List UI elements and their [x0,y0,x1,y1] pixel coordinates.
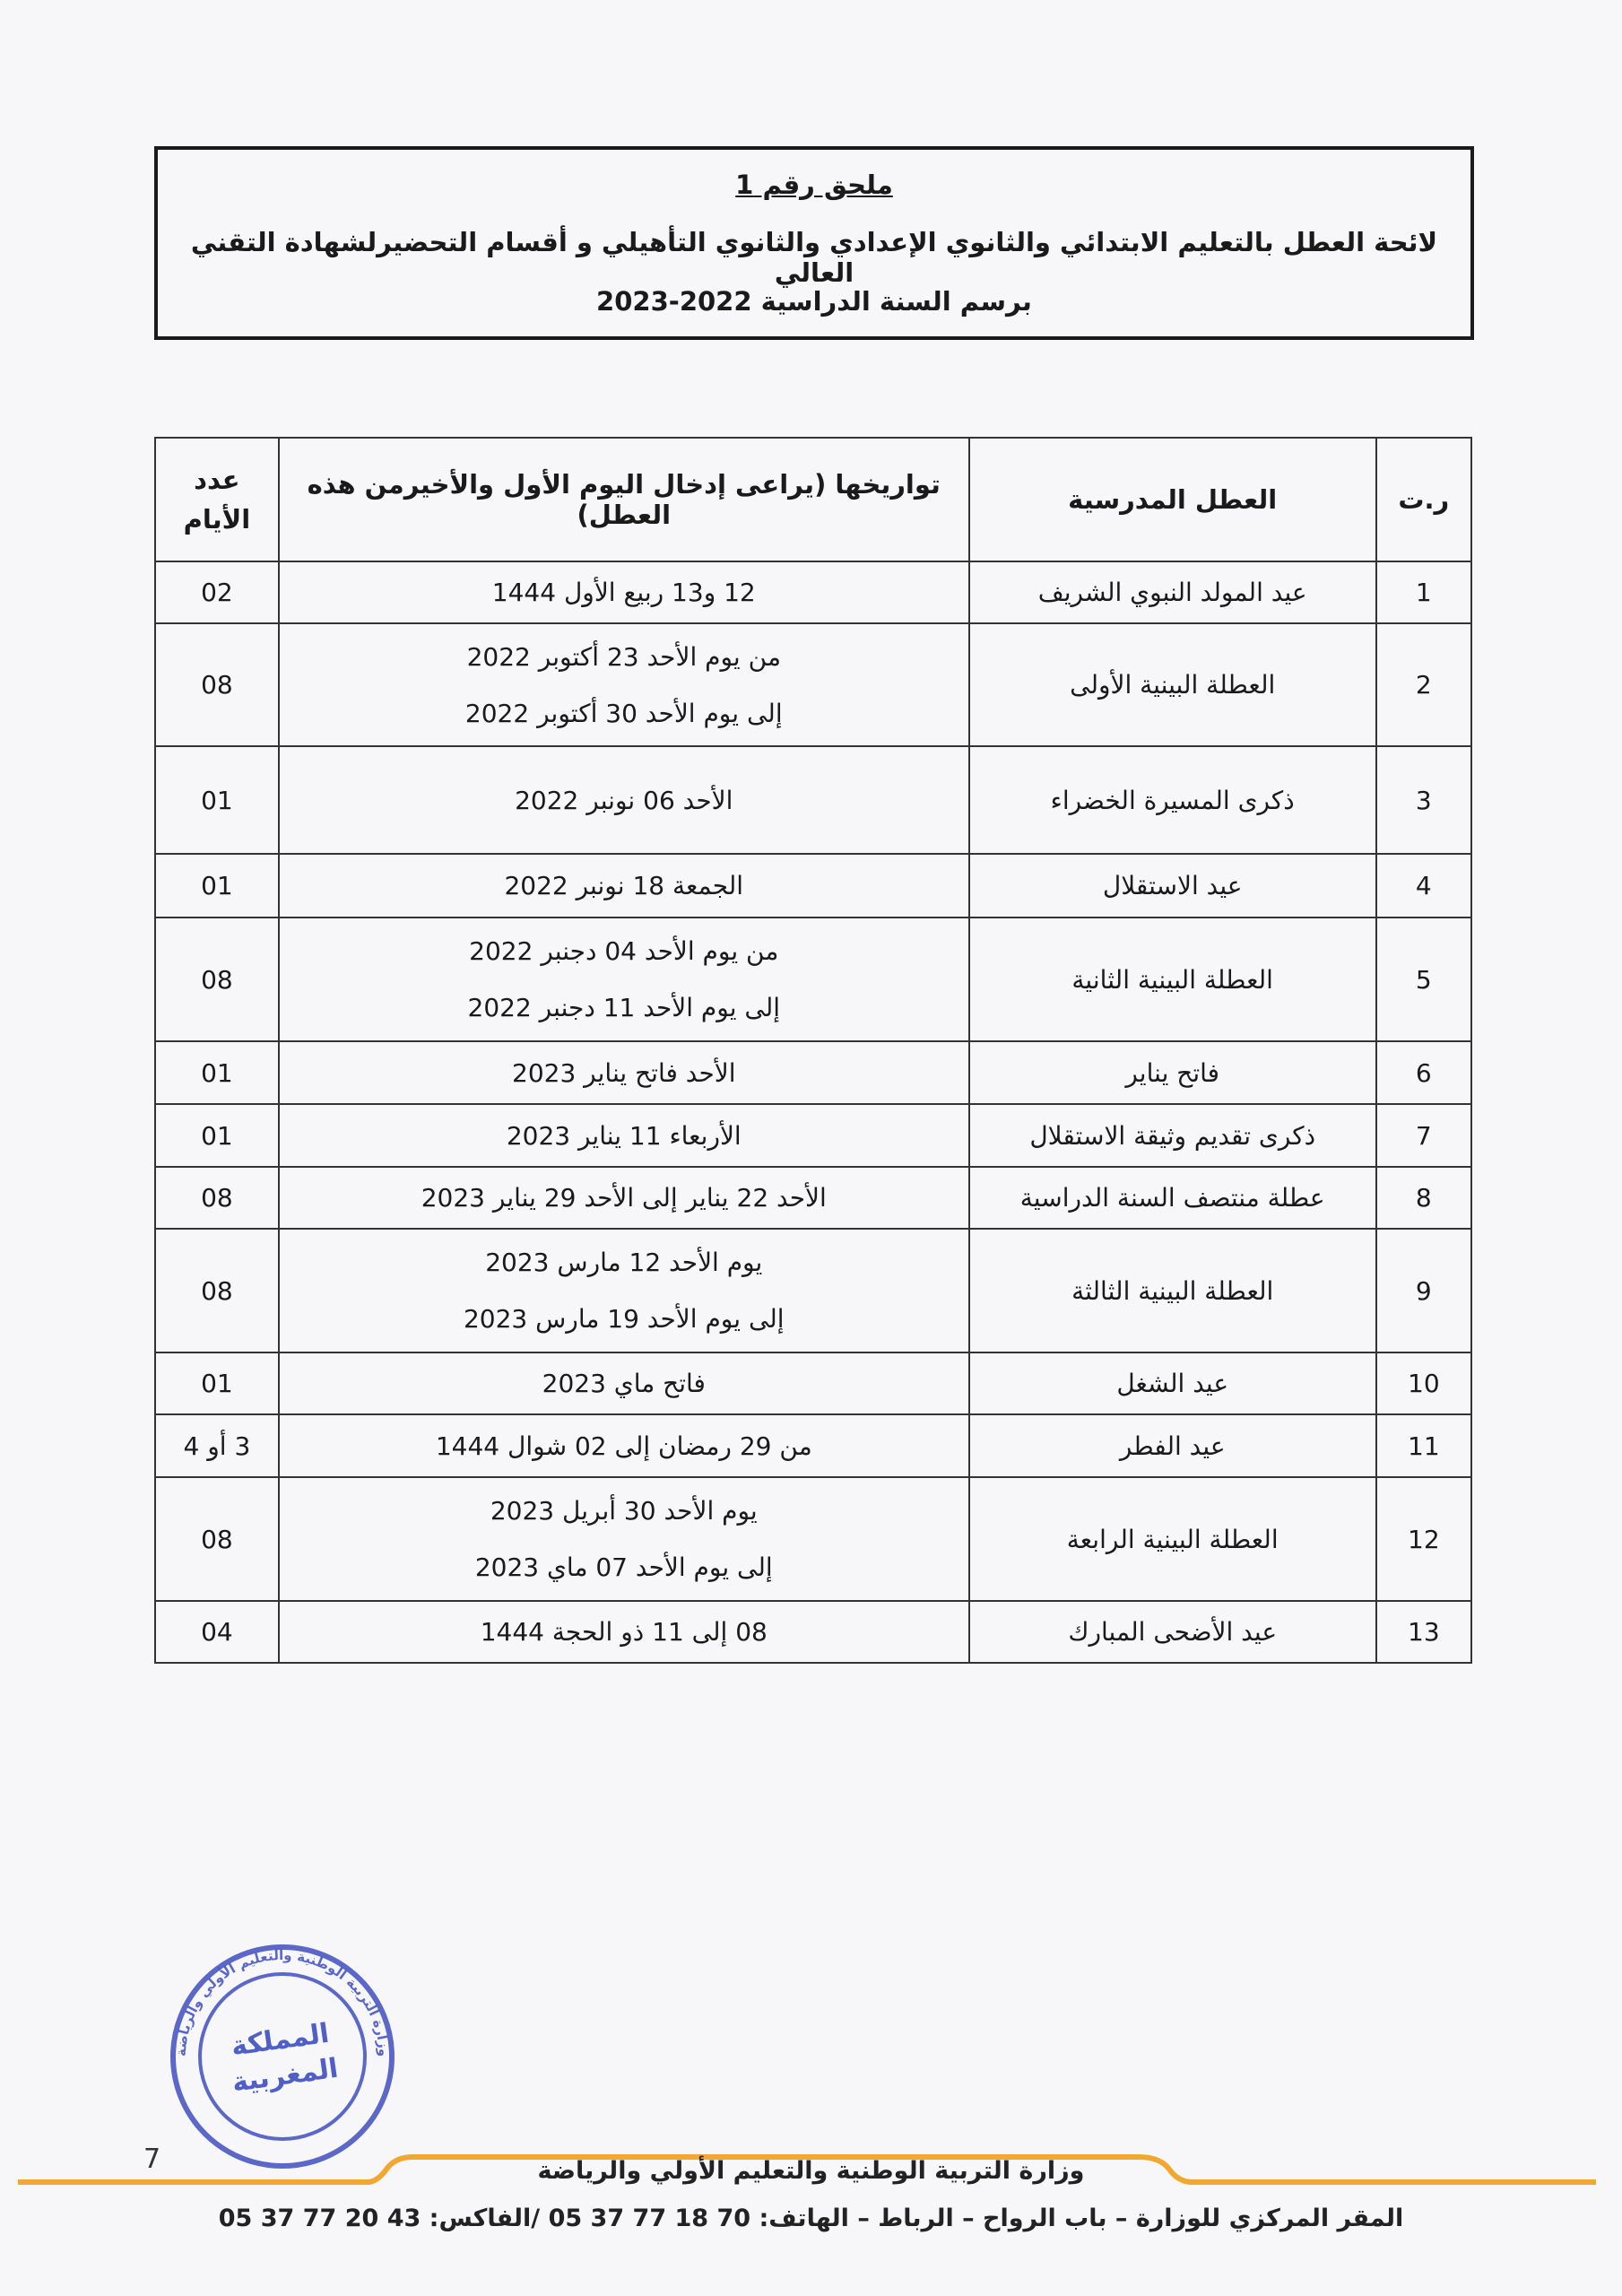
row-date-to: إلى يوم الأحد 11 دجنبر 2022 [467,993,781,1022]
row-days: 01 [155,746,279,854]
table-row [155,1601,1471,1663]
row-number: 7 [1376,1104,1471,1167]
row-dates [279,1601,969,1663]
table-row [155,1352,1471,1414]
table-row [155,623,1471,746]
table-row [155,746,1471,854]
row-date-from: من يوم الأحد 04 دجنبر 2022 [469,936,779,966]
row-days: 04 [155,1601,279,1663]
row-number: 1 [1376,561,1471,623]
table-row [155,1167,1471,1229]
row-holiday: عيد المولد النبوي الشريف [969,561,1376,623]
row-dates [279,854,969,918]
table-row [155,1414,1471,1477]
holidays-table [154,437,1472,1664]
stamp-text-line1: المملكة [229,2017,332,2063]
row-date: 08 إلى 11 ذو الحجة 1444 [480,1617,768,1647]
row-date: فاتح ماي 2023 [542,1369,706,1398]
document-subject: لائحة العطل بالتعليم الابتدائي والثانوي الإعدادي والثانوي التأهيلي و أقسام التحضيرلشهادة التقني العالي [190,227,1438,288]
row-number: 3 [1376,746,1471,854]
table-header-row [155,438,1471,561]
row-days: 08 [155,918,279,1041]
row-date-to: إلى يوم الأحد 30 أكتوبر 2022 [464,698,783,728]
row-dates [279,918,969,1041]
row-date-from: يوم الأحد 12 مارس 2023 [485,1248,763,1277]
row-days: 08 [155,623,279,746]
header-box [154,146,1474,340]
header-days-line1: عدد [194,465,240,495]
row-dates [279,561,969,623]
annex-title: ملحق رقم 1 [735,170,893,200]
row-days: 01 [155,854,279,918]
table-row [155,1229,1471,1352]
row-holiday: فاتح يناير [969,1041,1376,1104]
row-date-from: يوم الأحد 30 أبريل 2023 [490,1496,758,1526]
row-number: 10 [1376,1352,1471,1414]
header-days-line2: الأيام [183,504,251,535]
footer-address: المقر المركزي للوزارة – باب الرواح – الرباط – الهاتف: 70 18 77 37 05 /الفاكس: 43 20 77 37 05 [218,2205,1404,2232]
row-date: الأحد 22 يناير إلى الأحد 29 يناير 2023 [421,1183,827,1213]
row-date: من 29 رمضان إلى 02 شوال 1444 [435,1431,812,1461]
row-holiday: العطلة البينية الثانية [969,918,1376,1041]
row-dates [279,746,969,854]
row-date-to: إلى يوم الأحد 19 مارس 2023 [463,1304,785,1334]
table-row [155,1104,1471,1167]
row-days: 08 [155,1229,279,1352]
table-row [155,1041,1471,1104]
row-holiday: العطلة البينية الثالثة [969,1229,1376,1352]
school-year-line: برسم السنة الدراسية 2022-2023 [596,286,1032,317]
row-days: 02 [155,561,279,623]
row-number: 6 [1376,1041,1471,1104]
page-number: 7 [143,2144,161,2175]
row-days: 08 [155,1167,279,1229]
footer-ministry: وزارة التربية الوطنية والتعليم الأولي والرياضة [537,2157,1085,2185]
row-date-from: من يوم الأحد 23 أكتوبر 2022 [466,641,781,672]
row-number: 8 [1376,1167,1471,1229]
row-date-to: إلى يوم الأحد 07 ماي 2023 [474,1552,773,1582]
header-number: ر.ت [1376,438,1471,561]
row-dates [279,623,969,746]
row-holiday: عطلة منتصف السنة الدراسية [969,1167,1376,1229]
row-number: 9 [1376,1229,1471,1352]
row-holiday: ذكرى المسيرة الخضراء [969,746,1376,854]
row-number: 4 [1376,854,1471,918]
row-date: الأحد فاتح يناير 2023 [512,1057,736,1088]
row-dates [279,1041,969,1104]
row-number: 5 [1376,918,1471,1041]
row-dates [279,1352,969,1414]
row-dates [279,1167,969,1229]
row-date: الجمعة 18 نونبر 2022 [504,871,744,900]
stamp-text-line2: المغربية [230,2052,341,2099]
row-dates [279,1414,969,1477]
row-holiday: عيد الأضحى المبارك [969,1601,1376,1663]
row-days: 01 [155,1352,279,1414]
row-days: 3 أو 4 [155,1414,279,1477]
row-days: 08 [155,1477,279,1601]
row-number: 12 [1376,1477,1471,1601]
row-date: الأربعاء 11 يناير 2023 [506,1120,742,1151]
row-holiday: عيد الفطر [969,1414,1376,1477]
table-row [155,918,1471,1041]
row-holiday: عيد الشغل [969,1352,1376,1414]
table-row [155,561,1471,623]
row-dates [279,1229,969,1352]
table-row [155,854,1471,918]
header-holiday: العطل المدرسية [969,438,1376,561]
row-number: 11 [1376,1414,1471,1477]
row-number: 2 [1376,623,1471,746]
stamp-ring-text: وزارة التربية الوطنية والتعليم الأولي والرياضة [172,1946,393,2057]
row-holiday: عيد الاستقلال [969,854,1376,918]
row-days: 01 [155,1041,279,1104]
row-number: 13 [1376,1601,1471,1663]
row-date: الأحد 06 نونبر 2022 [515,785,733,815]
row-holiday: العطلة البينية الأولى [969,623,1376,746]
header-dates: تواريخها (يراعى إدخال اليوم الأول والأخيرمن هذه العطل) [279,438,969,561]
header-days [155,438,279,561]
row-days: 01 [155,1104,279,1167]
table-row [155,1477,1471,1601]
row-holiday: العطلة البينية الرابعة [969,1477,1376,1601]
row-dates [279,1477,969,1601]
row-dates [279,1104,969,1167]
row-date: 12 و13 ربيع الأول 1444 [491,578,756,607]
row-holiday: ذكرى تقديم وثيقة الاستقلال [969,1104,1376,1167]
